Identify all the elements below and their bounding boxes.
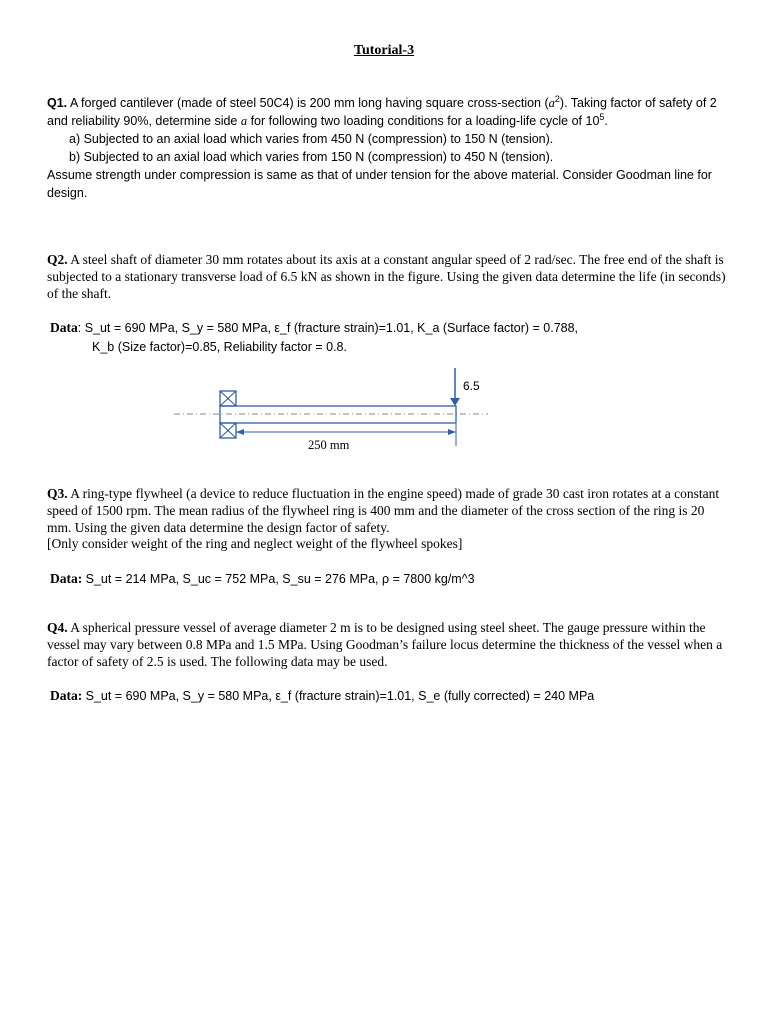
q1-item-b: b) Subjected to an axial load which varies from 150 N (compression) to 450 N (tension). bbox=[69, 150, 554, 164]
question-2 bbox=[47, 252, 727, 302]
q4-data: Data: S_ut = 690 MPa, S_y = 580 MPa, ε_f (fracture strain)=1.01, S_e (fully corrected) = 240 MPa bbox=[50, 688, 595, 703]
q4-label: Q4. bbox=[47, 620, 68, 635]
dimension-arrow-left bbox=[236, 429, 244, 435]
q1-closing: Assume strength under compression is same as that of under tension for the above material. Consider Goodman line for design. bbox=[47, 168, 712, 200]
q3-statement: Q3. A ring-type flywheel (a device to reduce fluctuation in the engine speed) made of grade 30 cast iron rotates at a constant speed of 1500 rpm. The mean radius of the flywheel ring is 400 mm and the diameter of the cross section of the ring is 20 mm. Using the given data determine the design factor of safety. bbox=[47, 486, 720, 535]
q2-statement: Q2. A steel shaft of diameter 30 mm rotates about its axis at a constant angular speed of 2 rad/sec. The free end of the shaft is subjected to a stationary transverse load of 6.5 kN as shown in the figure. Using the given data determine the life (in seconds) of the shaft. bbox=[47, 252, 726, 301]
dimension-label: 250 mm bbox=[308, 438, 350, 452]
q1-item-a: a) Subjected to an axial load which varies from 450 N (compression) to 150 N (tension). bbox=[69, 132, 554, 146]
question-4 bbox=[47, 620, 727, 670]
page-title: Tutorial-3 bbox=[353, 43, 415, 58]
shaft-figure bbox=[170, 368, 500, 458]
q4-statement: Q4. A spherical pressure vessel of average diameter 2 m is to be designed using steel sheet. The gauge pressure within the vessel may vary between 0.8 MPa and 1.5 MPa. Using Goodman’s failure locus determine the thickness of the vessel when a factor of safety of 2.5 is used. The following data may be used. bbox=[47, 620, 723, 669]
load-arrow-head bbox=[450, 398, 460, 406]
bearing-support-top bbox=[220, 391, 236, 406]
load-label: 6.5 bbox=[463, 379, 480, 393]
q1-label: Q1. bbox=[47, 96, 68, 110]
q3-data: Data: S_ut = 214 MPa, S_uc = 752 MPa, S_su = 276 MPa, ρ = 7800 kg/m^3 bbox=[50, 571, 475, 586]
q3-label: Q3. bbox=[47, 486, 68, 501]
q2-data bbox=[50, 318, 750, 357]
q3-note: [Only consider weight of the ring and neglect weight of the flywheel spokes] bbox=[47, 536, 463, 552]
q2-label: Q2. bbox=[47, 252, 68, 267]
q2-data-line-1: Data: S_ut = 690 MPa, S_y = 580 MPa, ε_f (fracture strain)=1.01, K_a (Surface factor) = 0.788, bbox=[50, 320, 579, 335]
q2-data-line-2: K_b (Size factor)=0.85, Reliability factor = 0.8. bbox=[92, 340, 347, 354]
question-3 bbox=[47, 486, 727, 553]
question-1 bbox=[47, 94, 727, 202]
dimension-arrow-right bbox=[448, 429, 456, 435]
shaft-diagram bbox=[170, 368, 500, 458]
bearing-support-bottom bbox=[220, 423, 236, 438]
q1-statement: Q1. A forged cantilever (made of steel 50C4) is 200 mm long having square cross-section $(a^2)$. Taking factor of safety of 2 and reliability 90%, determine side a for following two loading conditions for a loading-life cycle of $10^5$. bbox=[47, 93, 717, 128]
